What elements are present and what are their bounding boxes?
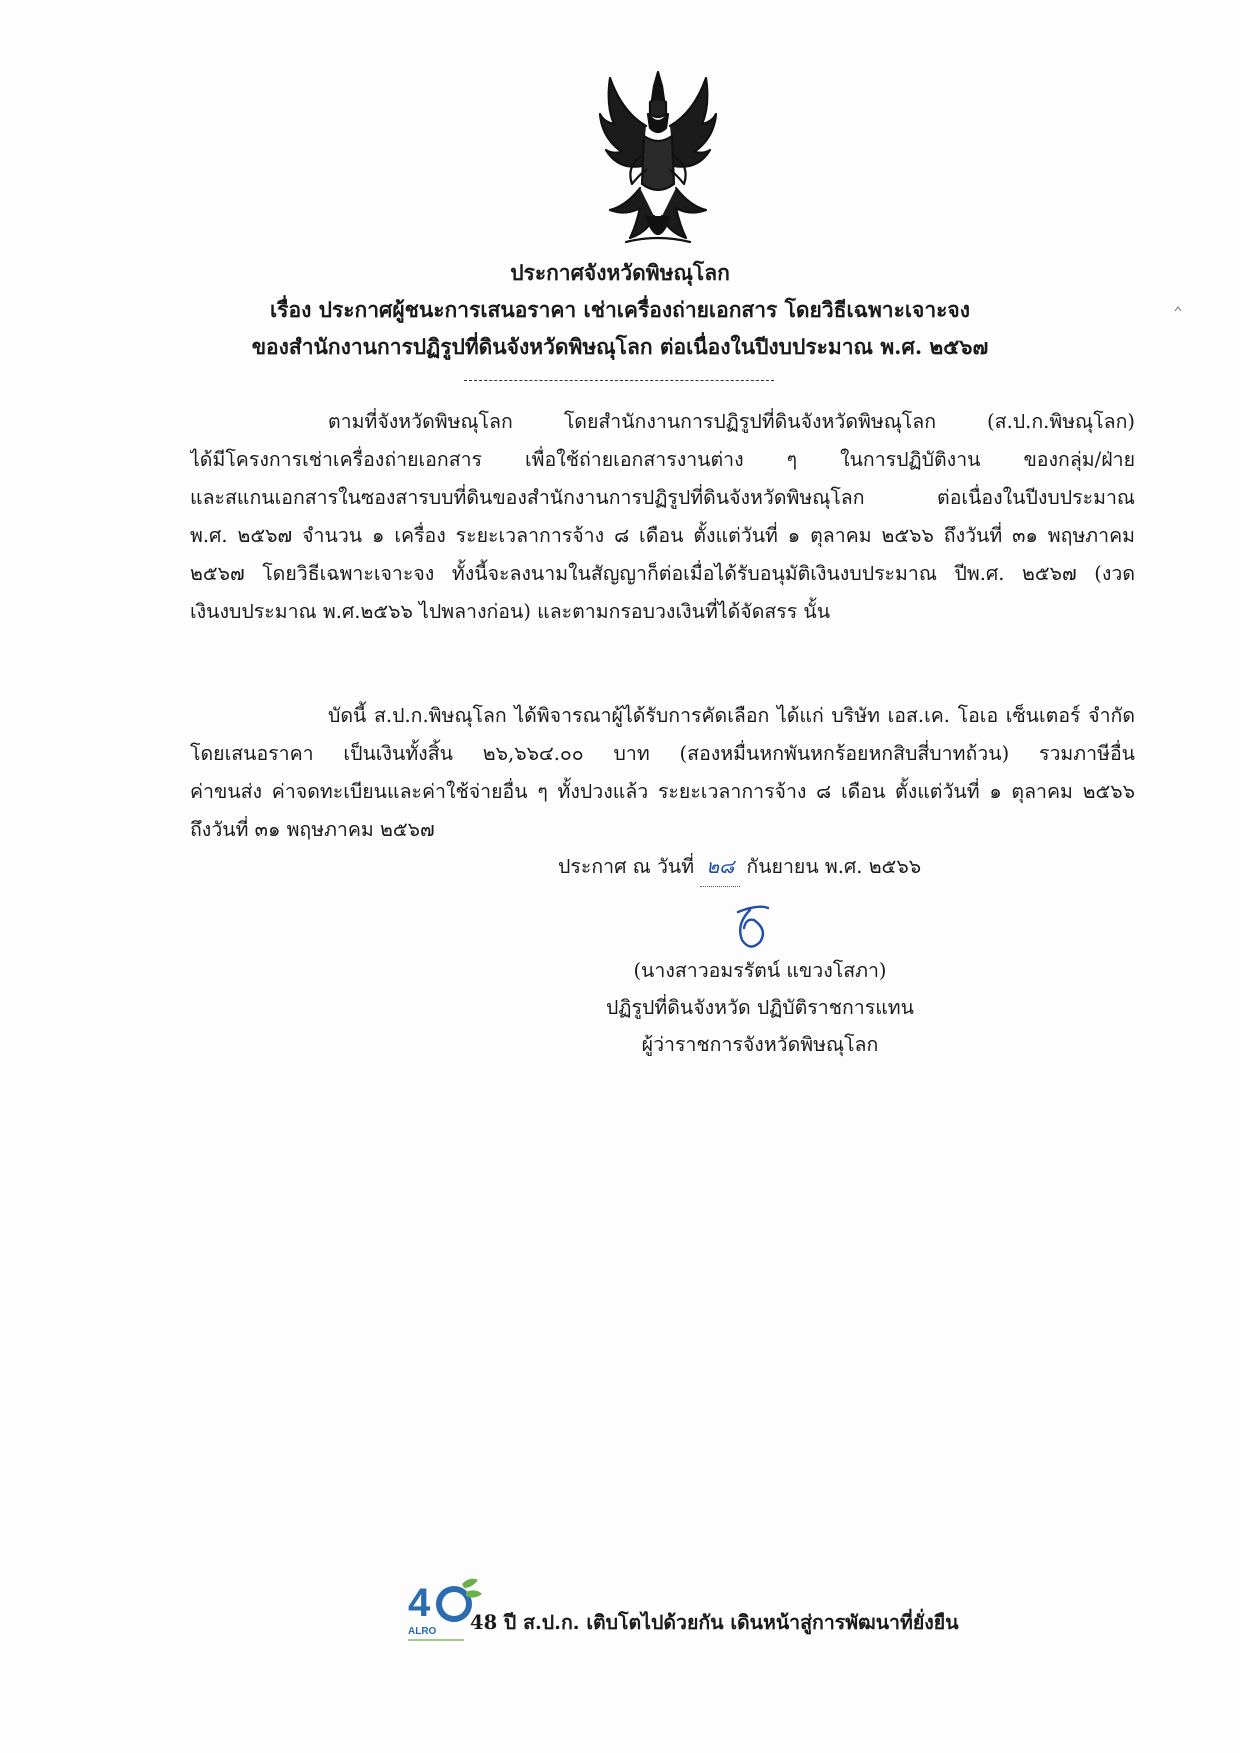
body-paragraph-2: [190, 697, 1135, 849]
scan-speck-icon: [1174, 306, 1182, 312]
paragraph-line: ได้มีโครงการเช่าเครื่องถ่ายเอกสาร เพื่อใช้ถ่ายเอกสารงานต่าง ๆ ในการปฏิบัติงาน ของกลุ่ม/ฝ่าย: [190, 448, 1135, 471]
body-paragraph-1: [190, 403, 1135, 631]
paragraph-line: เงินงบประมาณ พ.ศ.๒๕๖๖ ไปพลางก่อน) และตามกรอบวงเงินที่ได้จัดสรร นั้น: [190, 600, 831, 623]
date-suffix: กันยายน พ.ศ. ๒๕๖๖: [746, 855, 922, 878]
paragraph-line: ค่าขนส่ง ค่าจดทะเบียนและค่าใช้จ่ายอื่น ๆ ทั้งปวงแล้ว ระยะเวลาการจ้าง ๘ เดือน ตั้งแต่วันที่ ๑ ตุลาคม ๒๕๖๖: [190, 780, 1135, 803]
handwritten-signature-icon: [728, 902, 776, 954]
document-title: ประกาศจังหวัดพิษณุโลก: [510, 260, 730, 285]
signatory-block: [560, 952, 960, 1063]
date-prefix: ประกาศ ณ วันที่: [558, 855, 695, 878]
signatory-position: ปฏิรูปที่ดินจังหวัด ปฏิบัติราชการแทน: [606, 996, 914, 1019]
paragraph-line: ตามที่จังหวัดพิษณุโลก โดยสำนักงานการปฏิรูปที่ดินจังหวัดพิษณุโลก (ส.ป.ก.พิษณุโลก): [328, 410, 1135, 433]
paragraph-line: ถึงวันที่ ๓๑ พฤษภาคม ๒๕๖๗: [190, 818, 435, 841]
paragraph-line: ๒๕๖๗ โดยวิธีเฉพาะเจาะจง ทั้งนี้จะลงนามในสัญญาก็ต่อเมื่อได้รับอนุมัติเงินงบประมาณ ปีพ.ศ. ๒๕๖๗ (งวด: [190, 562, 1135, 585]
paragraph-line: โดยเสนอราคา เป็นเงินทั้งสิ้น ๒๖,๖๖๔.๐๐ บาท (สองหมื่นหกพันหกร้อยหกสิบสี่บาทถ้วน) รวมภาษีอื่น: [190, 742, 1135, 765]
logo-text: ALRO: [408, 1626, 437, 1637]
title-divider: [464, 380, 774, 381]
document-subject: เรื่อง ประกาศผู้ชนะการเสนอราคา เช่าเครื่องถ่ายเอกสาร โดยวิธีเฉพาะเจาะจง: [270, 297, 970, 322]
announcement-date: [558, 848, 921, 887]
garuda-emblem-icon: [596, 66, 720, 252]
footer-slogan: 48 ปี ส.ป.ก. เติบโตไปด้วยกัน เดินหน้าสู่การพัฒนาที่ยั่งยืน: [470, 1611, 959, 1634]
paragraph-line: และสแกนเอกสารในซองสารบบที่ดินของสำนักงานการปฏิรูปที่ดินจังหวัดพิษณุโลก ต่อเนื่องในปีงบประมาณ: [190, 486, 1135, 509]
signatory-name: (นางสาวอมรรัตน์ แขวงโสภา): [633, 959, 887, 982]
svg-text:4: 4: [408, 1581, 431, 1625]
handwritten-day: ๒๘: [700, 848, 740, 887]
document-subject-continued: ของสำนักงานการปฏิรูปที่ดินจังหวัดพิษณุโลก ต่อเนื่องในปีงบประมาณ พ.ศ. ๒๕๖๗: [251, 334, 989, 359]
signatory-on-behalf: ผู้ว่าราชการจังหวัดพิษณุโลก: [641, 1033, 879, 1056]
paragraph-line: พ.ศ. ๒๕๖๗ จำนวน ๑ เครื่อง ระยะเวลาการจ้าง ๘ เดือน ตั้งแต่วันที่ ๑ ตุลาคม ๒๕๖๖ ถึงวันที่ ๓๑ พฤษภาคม: [190, 524, 1135, 547]
paragraph-line: บัดนี้ ส.ป.ก.พิษณุโลก ได้พิจารณาผู้ได้รับการคัดเลือก ได้แก่ บริษัท เอส.เค. โอเอ เซ็นเตอร์ จำกัด: [328, 704, 1135, 727]
